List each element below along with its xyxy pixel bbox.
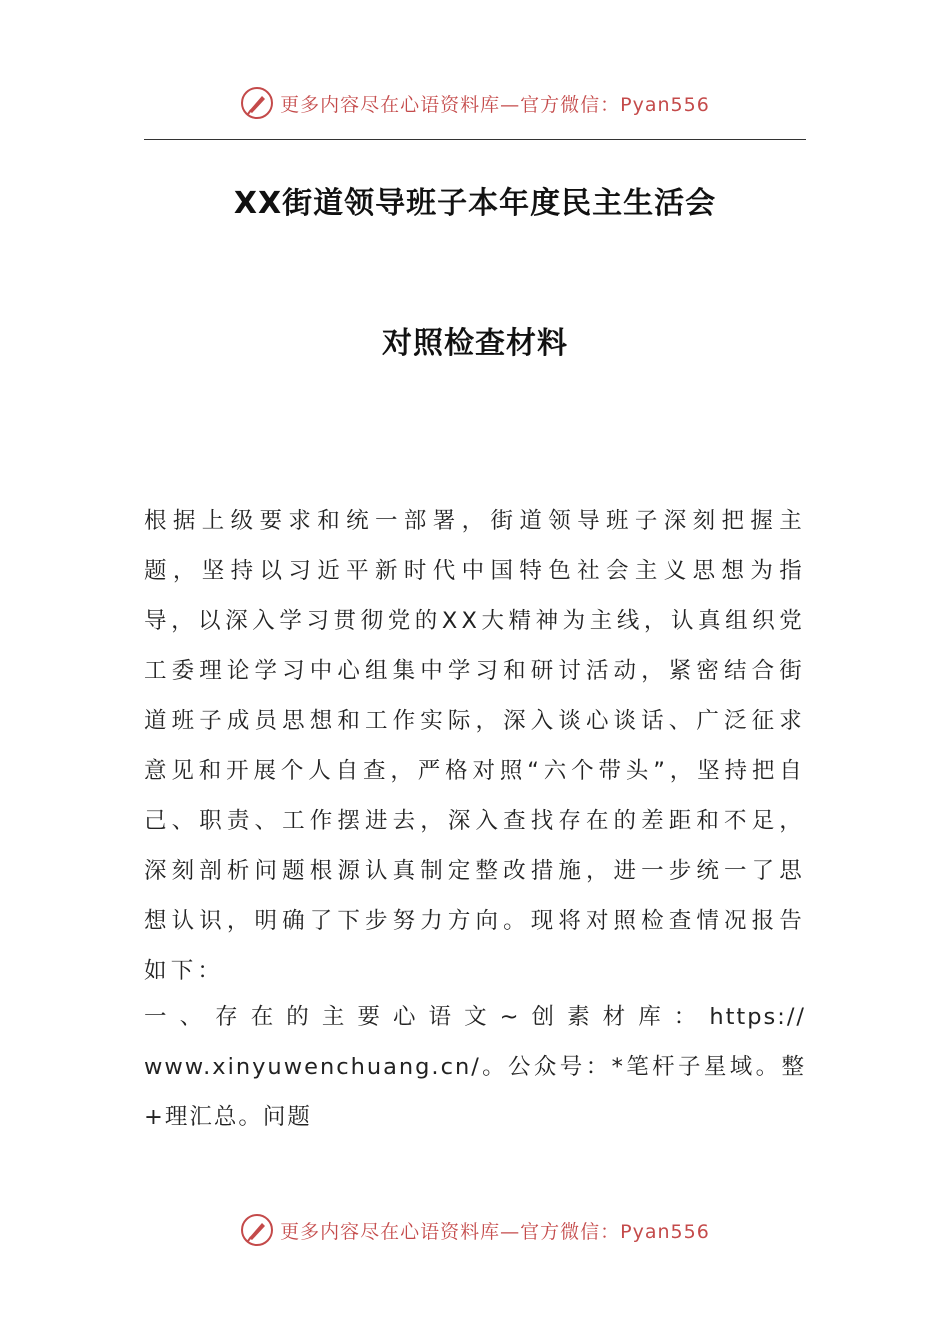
section-one-rest: www.xinyuwenchuang.cn/。公众号：*笔杆子星域。整+理汇总。问题 <box>144 1054 806 1130</box>
pen-logo-icon <box>240 1213 274 1247</box>
intro-paragraph: 根据上级要求和统一部署，街道领导班子深刻把握主题，坚持以习近平新时代中国特色社会主义思想为指导，以深入学习贯彻党的XX大精神为主线，认真组织党工委理论学习中心组集中学习和研讨活动，紧密结合街道班子成员思想和工作实际，深入谈心谈话、广泛征求意见和开展个人自查，严格对照“六个带头”，坚持把自己、职责、工作摆进去，深入查找存在的差距和不足，深刻剖析问题根源认真制定整改措施，进一步统一了思想认识，明确了下步努力方向。现将对照检查情况报告如下： <box>144 508 806 984</box>
watermark-header <box>0 83 950 123</box>
watermark-account: Pyan556 <box>620 93 710 116</box>
document-title-line2: 对照检查材料 <box>382 326 568 361</box>
watermark-text: 更多内容尽在心语资料库—官方微信：Pyan556 <box>280 93 710 116</box>
watermark-footer <box>0 1210 950 1250</box>
watermark-text: 更多内容尽在心语资料库—官方微信：Pyan556 <box>280 1220 710 1243</box>
document-title-line1: XX街道领导班子本年度民主生活会 <box>233 186 717 221</box>
header-divider <box>144 139 806 140</box>
section-one-paragraph <box>144 992 806 1142</box>
watermark-account: Pyan556 <box>620 1220 710 1243</box>
pen-logo-icon <box>240 86 274 120</box>
section-one-heading-line: 一 、 存 在 的 主 要 心 语 文 ~ 创 素 材 库 ： https:// <box>144 1004 806 1030</box>
